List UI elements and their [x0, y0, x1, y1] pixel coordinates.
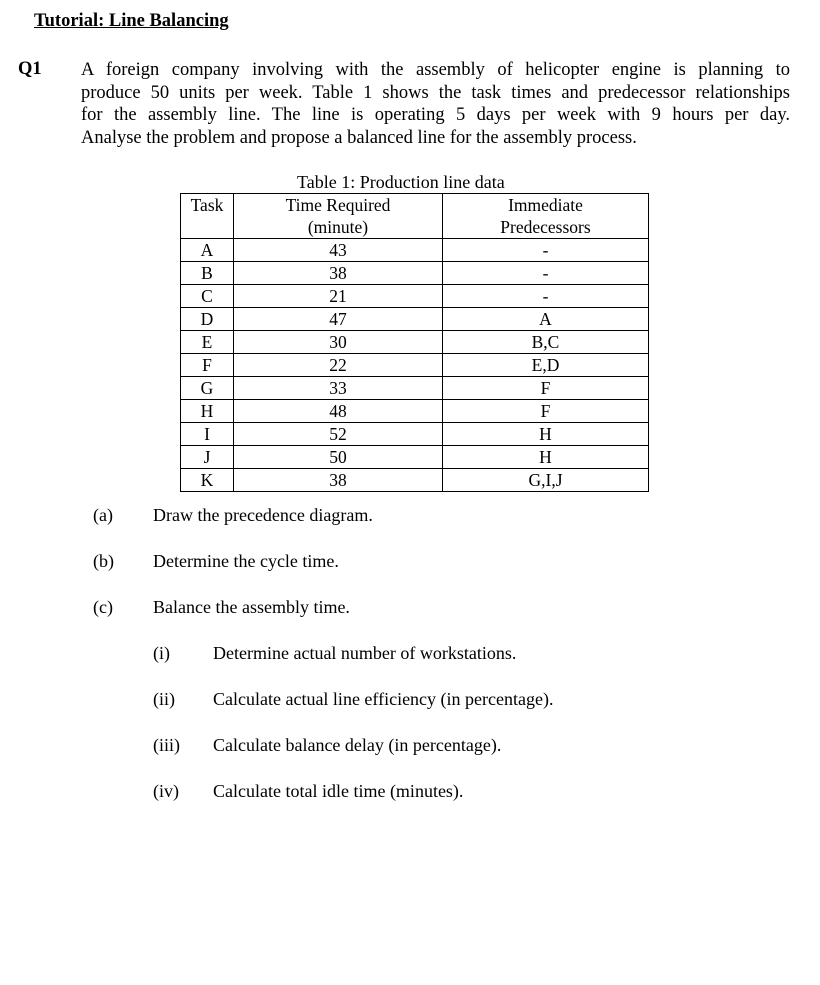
table-row — [181, 469, 649, 492]
cell-pred: H — [443, 446, 649, 469]
cell-time: 21 — [234, 285, 443, 308]
table-row — [181, 331, 649, 354]
cell-time: 33 — [234, 377, 443, 400]
subpart-ii-label: (ii) — [153, 689, 175, 709]
table-row — [181, 423, 649, 446]
header-time: Time Required (minute) — [234, 194, 443, 239]
table-row — [181, 377, 649, 400]
cell-pred: E,D — [443, 354, 649, 377]
cell-pred: F — [443, 377, 649, 400]
subpart-i-text: Determine actual number of workstations. — [213, 643, 517, 663]
question-text — [81, 59, 790, 150]
part-c-label: (c) — [93, 597, 113, 617]
cell-task: C — [181, 285, 234, 308]
cell-time: 52 — [234, 423, 443, 446]
subpart-iv-label: (iv) — [153, 781, 179, 801]
cell-task: G — [181, 377, 234, 400]
question-line: for the assembly line. The line is operating 5 days per week with 9 hours per day. — [81, 105, 790, 126]
part-a-text: Draw the precedence diagram. — [153, 505, 373, 525]
question-line: Analyse the problem and propose a balanced line for the assembly process. — [81, 128, 637, 149]
question-line: produce 50 units per week. Table 1 shows the task times and predecessor relationships — [81, 82, 790, 103]
table-row — [181, 262, 649, 285]
cell-task: B — [181, 262, 234, 285]
cell-time: 48 — [234, 400, 443, 423]
subpart-ii-text: Calculate actual line efficiency (in percentage). — [213, 689, 554, 709]
table-row — [181, 354, 649, 377]
cell-pred: - — [443, 285, 649, 308]
cell-pred: G,I,J — [443, 469, 649, 492]
part-a-label: (a) — [93, 505, 113, 525]
cell-task: E — [181, 331, 234, 354]
cell-task: I — [181, 423, 234, 446]
table-caption: Table 1: Production line data — [297, 172, 505, 192]
cell-pred: - — [443, 262, 649, 285]
production-table — [180, 193, 649, 492]
cell-time: 43 — [234, 239, 443, 262]
part-c-text: Balance the assembly time. — [153, 597, 350, 617]
subpart-iii-label: (iii) — [153, 735, 180, 755]
cell-pred: F — [443, 400, 649, 423]
subpart-iii-text: Calculate balance delay (in percentage). — [213, 735, 502, 755]
cell-pred: - — [443, 239, 649, 262]
question-number: Q1 — [18, 59, 42, 79]
cell-time: 22 — [234, 354, 443, 377]
cell-task: D — [181, 308, 234, 331]
table-row — [181, 239, 649, 262]
header-task: Task — [181, 194, 234, 239]
cell-pred: B,C — [443, 331, 649, 354]
cell-task: F — [181, 354, 234, 377]
cell-time: 38 — [234, 262, 443, 285]
header-predecessors: Immediate Predecessors — [443, 194, 649, 239]
part-b-text: Determine the cycle time. — [153, 551, 339, 571]
table-row — [181, 400, 649, 423]
question-line: A foreign company involving with the assembly of helicopter engine is planning to — [81, 60, 790, 80]
cell-pred: A — [443, 308, 649, 331]
table-header-row — [181, 194, 649, 239]
subpart-iv-text: Calculate total idle time (minutes). — [213, 781, 464, 801]
table-row — [181, 285, 649, 308]
cell-time: 50 — [234, 446, 443, 469]
part-b-label: (b) — [93, 551, 114, 571]
cell-time: 47 — [234, 308, 443, 331]
cell-task: A — [181, 239, 234, 262]
table-row — [181, 446, 649, 469]
table-row — [181, 308, 649, 331]
cell-pred: H — [443, 423, 649, 446]
subpart-i-label: (i) — [153, 643, 170, 663]
cell-task: K — [181, 469, 234, 492]
cell-time: 38 — [234, 469, 443, 492]
cell-time: 30 — [234, 331, 443, 354]
page-title: Tutorial: Line Balancing — [34, 11, 229, 31]
cell-task: J — [181, 446, 234, 469]
cell-task: H — [181, 400, 234, 423]
